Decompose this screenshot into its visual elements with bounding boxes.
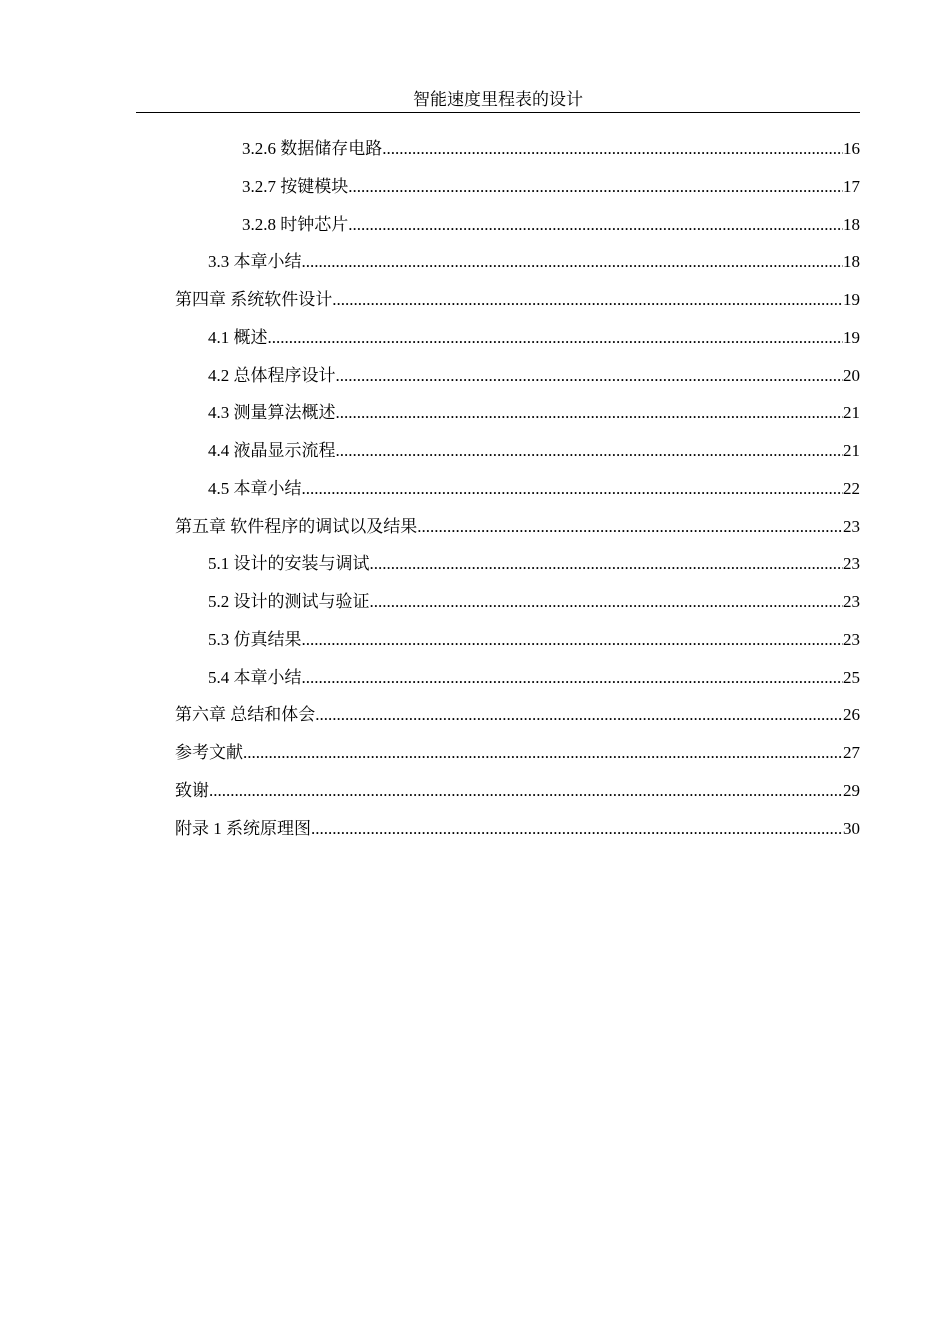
toc-entry-page: 18: [843, 252, 860, 271]
toc-leader-dots: [311, 810, 843, 848]
toc-entry-title: 致谢: [175, 781, 209, 800]
toc-entry-page: 22: [843, 479, 860, 498]
toc-leader-dots: [332, 281, 843, 319]
toc-entry-title: 3.2.8 时钟芯片: [242, 215, 349, 234]
toc-entry[interactable]: [208, 470, 860, 508]
toc-entry-page: 16: [843, 139, 860, 158]
toc-entry-title: 3.3 本章小结: [208, 252, 302, 271]
toc-entry[interactable]: [242, 206, 860, 244]
toc-entry[interactable]: [242, 168, 860, 206]
page-header: [136, 88, 860, 113]
toc-entry[interactable]: [208, 394, 860, 432]
toc-chapter-entry[interactable]: [175, 508, 860, 546]
toc-entry-title: 3.2.7 按键模块: [242, 177, 349, 196]
toc-chapter-entry[interactable]: [175, 281, 860, 319]
toc-entry-page: 20: [843, 366, 860, 385]
toc-entry-title: 附录 1 系统原理图: [175, 819, 311, 838]
toc-entry-page: 26: [843, 705, 860, 724]
toc-entry-page: 19: [843, 328, 860, 347]
toc-entry-title: 5.1 设计的安装与调试: [208, 554, 370, 573]
toc-entry-title: 参考文献: [175, 743, 243, 762]
toc-leader-dots: [302, 470, 844, 508]
toc-leader-dots: [417, 508, 843, 546]
toc-entry[interactable]: [242, 130, 860, 168]
toc-entry[interactable]: [208, 583, 860, 621]
toc-leader-dots: [302, 243, 844, 281]
toc-entry-page: 25: [843, 668, 860, 687]
toc-entry[interactable]: [208, 621, 860, 659]
toc-entry-page: 29: [843, 781, 860, 800]
toc-entry-title: 4.4 液晶显示流程: [208, 441, 336, 460]
toc-entry[interactable]: [208, 545, 860, 583]
toc-entry-title: 第六章 总结和体会: [175, 705, 316, 724]
toc-entry-page: 23: [843, 517, 860, 536]
toc-entry-page: 30: [843, 819, 860, 838]
toc-entry-title: 4.2 总体程序设计: [208, 366, 336, 385]
toc-leader-dots: [315, 696, 843, 734]
toc-entry-page: 23: [843, 630, 860, 649]
toc-leader-dots: [268, 319, 844, 357]
toc-leader-dots: [336, 432, 844, 470]
document-title: 智能速度里程表的设计: [413, 90, 583, 109]
toc-leader-dots: [243, 734, 843, 772]
toc-entry-page: 23: [843, 592, 860, 611]
toc-leader-dots: [302, 621, 844, 659]
toc-entry-page: 23: [843, 554, 860, 573]
toc-entry-title: 4.3 测量算法概述: [208, 403, 336, 422]
toc-entry-title: 4.5 本章小结: [208, 479, 302, 498]
toc-leader-dots: [336, 394, 844, 432]
toc-entry-page: 17: [843, 177, 860, 196]
toc-entry-page: 27: [843, 743, 860, 762]
toc-leader-dots: [382, 130, 843, 168]
toc-entry[interactable]: [208, 357, 860, 395]
toc-entry-title: 3.2.6 数据储存电路: [242, 139, 383, 158]
toc-entry[interactable]: [208, 432, 860, 470]
toc-entry-title: 5.2 设计的测试与验证: [208, 592, 370, 611]
toc-entry-title: 4.1 概述: [208, 328, 268, 347]
toc-entry-title: 第四章 系统软件设计: [175, 290, 333, 309]
toc-leader-dots: [370, 545, 844, 583]
toc-chapter-entry[interactable]: [175, 734, 860, 772]
toc-entry[interactable]: [208, 659, 860, 697]
toc-entry-page: 18: [843, 215, 860, 234]
toc-chapter-entry[interactable]: [175, 810, 860, 848]
toc-entry[interactable]: [208, 319, 860, 357]
toc-leader-dots: [336, 357, 844, 395]
toc-entry-page: 21: [843, 403, 860, 422]
toc-leader-dots: [348, 168, 843, 206]
toc-leader-dots: [209, 772, 843, 810]
toc-chapter-entry[interactable]: [175, 696, 860, 734]
toc-chapter-entry[interactable]: [175, 772, 860, 810]
toc-leader-dots: [370, 583, 844, 621]
toc-entry-title: 5.3 仿真结果: [208, 630, 302, 649]
toc-entry-title: 5.4 本章小结: [208, 668, 302, 687]
toc-entry[interactable]: [208, 243, 860, 281]
toc-leader-dots: [302, 659, 844, 697]
toc-entry-page: 21: [843, 441, 860, 460]
toc-entry-title: 第五章 软件程序的调试以及结果: [175, 517, 418, 536]
toc-entry-page: 19: [843, 290, 860, 309]
toc-leader-dots: [348, 206, 843, 244]
